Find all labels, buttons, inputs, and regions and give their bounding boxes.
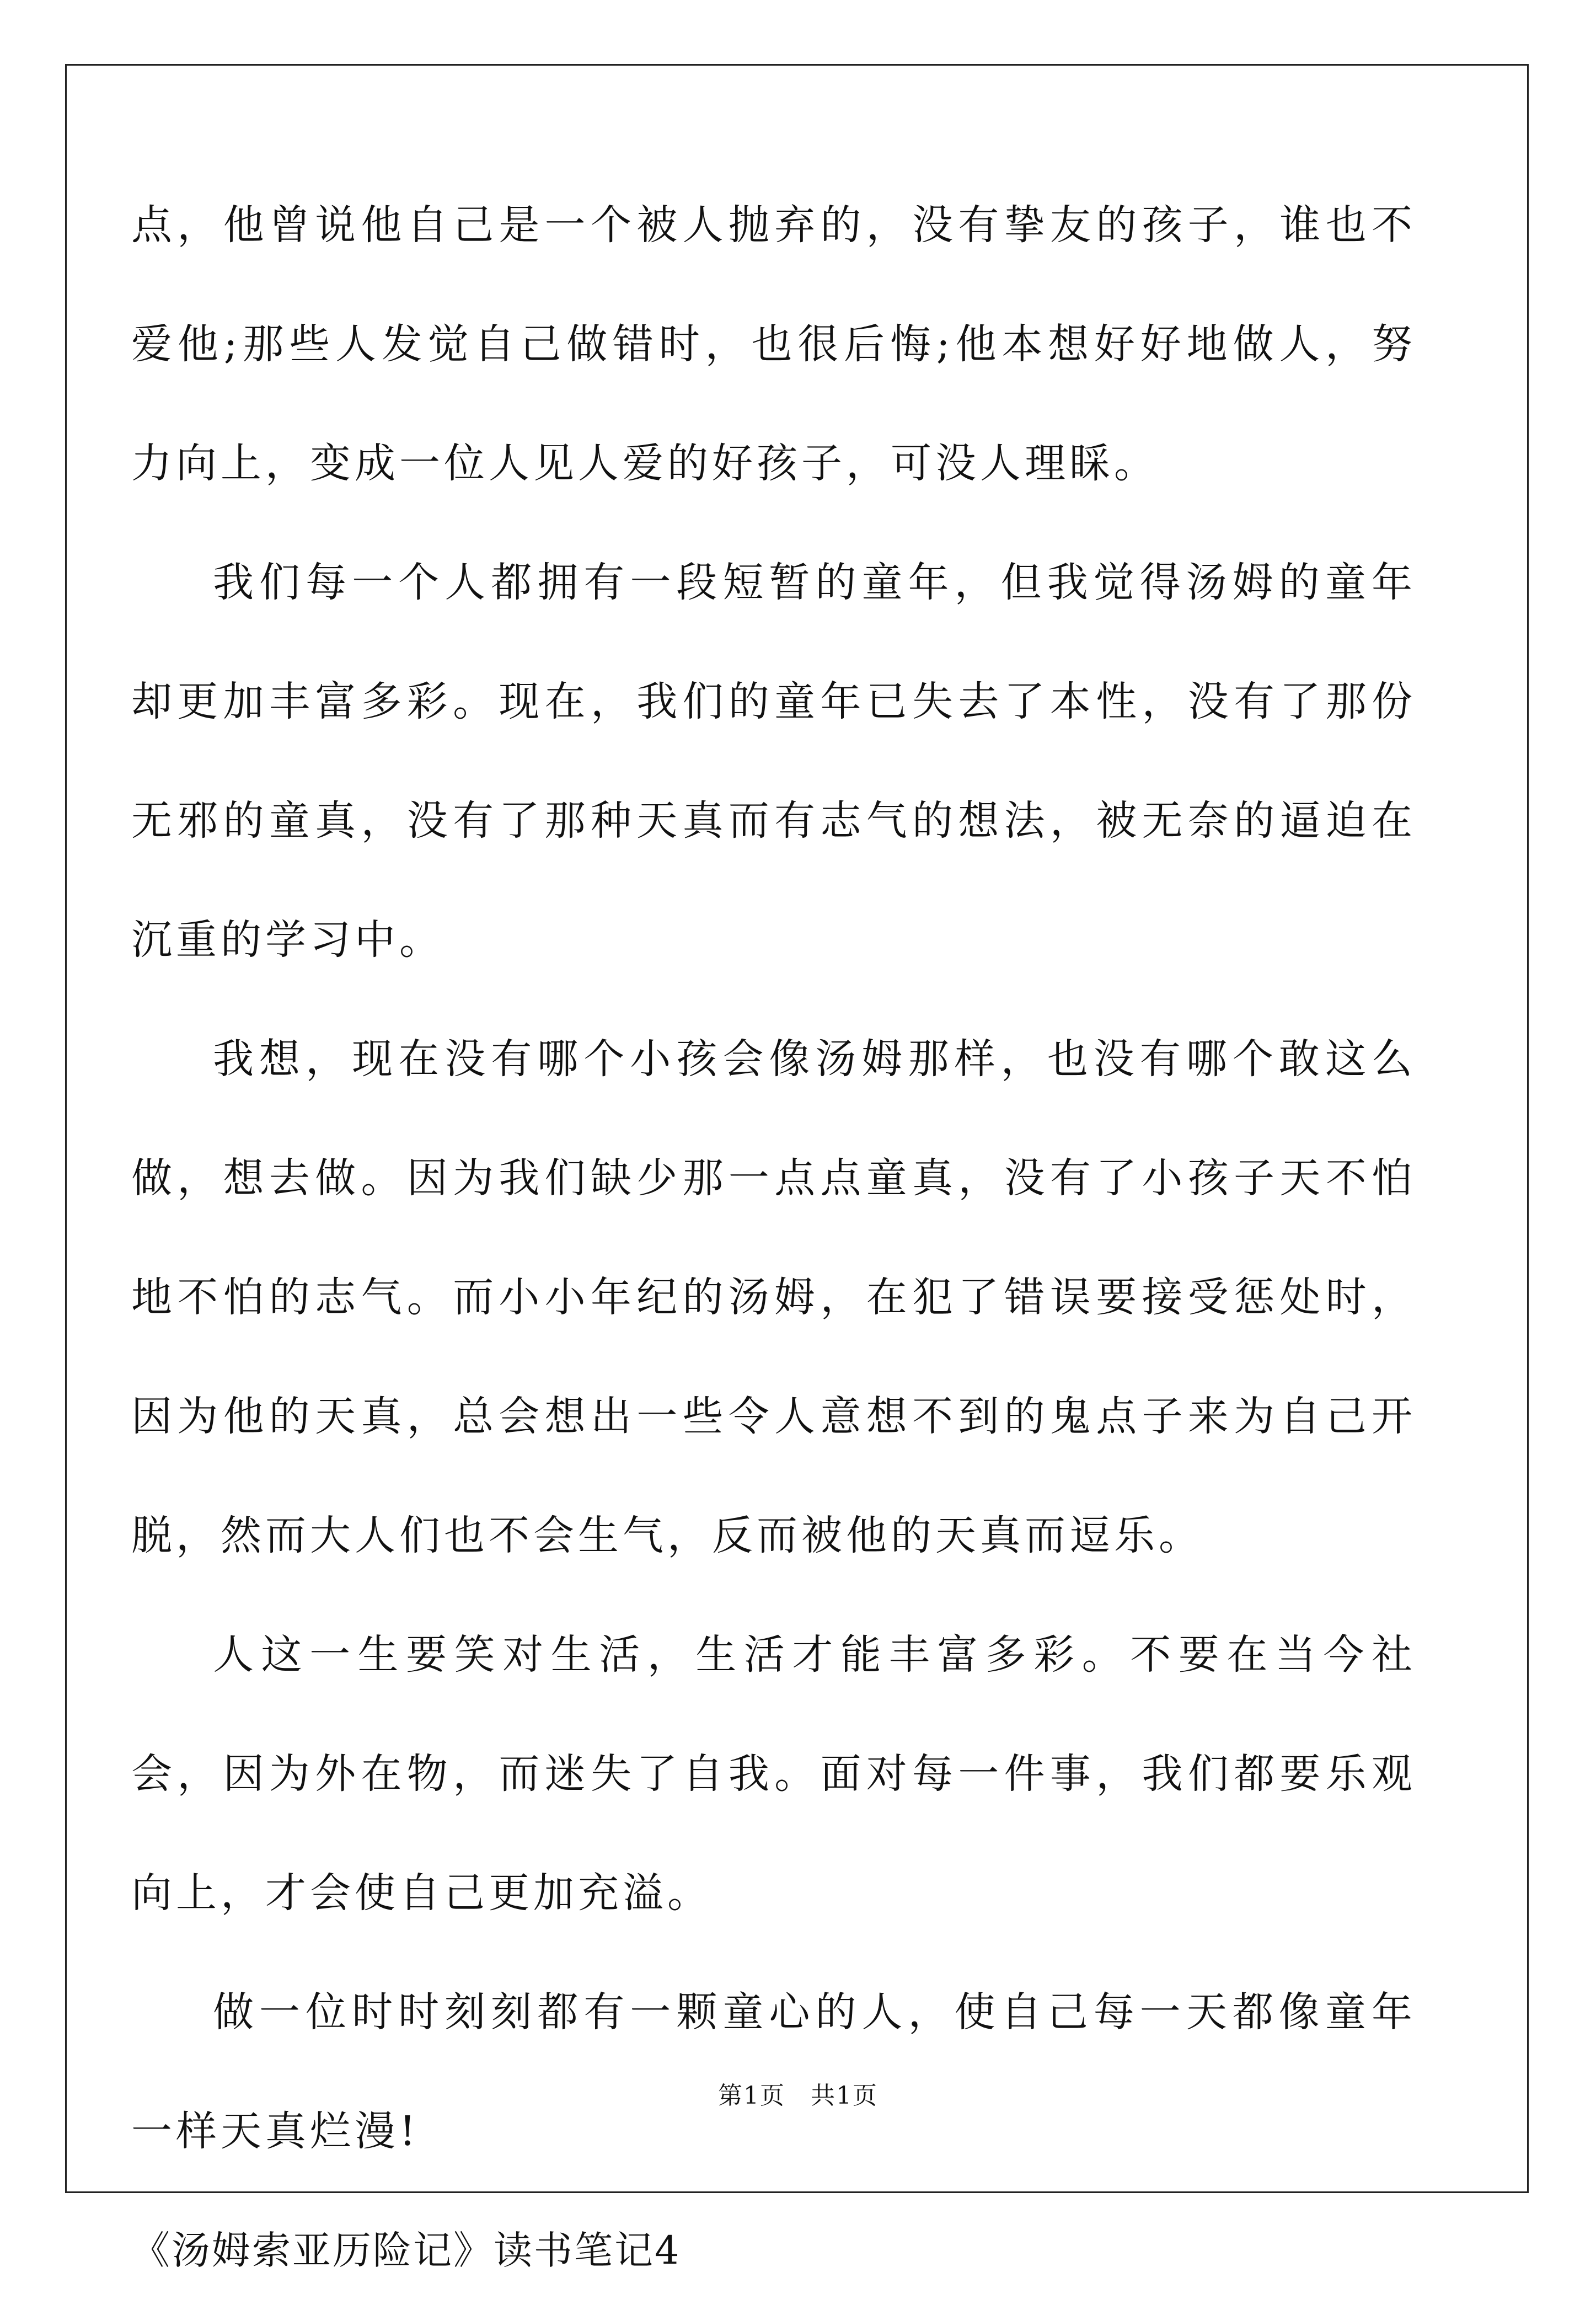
page-footer: 第1页 共1页 <box>718 2082 878 2110</box>
paragraph-2: 我们每一个人都拥有一段短暂的童年，但我觉得汤姆的童年却更加丰富多彩。现在，我们的童年已失去了本性，没有了那份无邪的童真，没有了那种天真而有志气的想法，被无奈的逼迫在沉重的学习中。 <box>131 559 1416 964</box>
paragraph-4: 人这一生要笑对生活，生活才能丰富多彩。不要在当今社会，因为外在物，而迷失了自我。面对每一件事，我们都要乐观向上，才会使自己更加充溢。 <box>131 1631 1416 1917</box>
document-body <box>131 165 1416 2310</box>
paragraph-1: 点，他曾说他自己是一个被人抛弃的，没有挚友的孩子，谁也不爱他;那些人发觉自己做错时，也很后悔;他本想好好地做人，努力向上，变成一位人见人爱的好孩子，可没人理睬。 <box>131 201 1416 487</box>
paragraph-3: 我想，现在没有哪个小孩会像汤姆那样，也没有哪个敢这么做，想去做。因为我们缺少那一点点童真，没有了小孩子天不怕地不怕的志气。而小小年纪的汤姆，在犯了错误要接受惩处时，因为他的天真，总会想出一些令人意想不到的鬼点子来为自己开脱，然而大人们也不会生气，反而被他的天真而逗乐。 <box>131 1035 1416 1559</box>
section-heading: 《汤姆索亚历险记》读书笔记4 <box>131 2228 681 2273</box>
paragraph-5: 做一位时时刻刻都有一颗童心的人，使自己每一天都像童年一样天真烂漫! <box>131 1988 1416 2155</box>
